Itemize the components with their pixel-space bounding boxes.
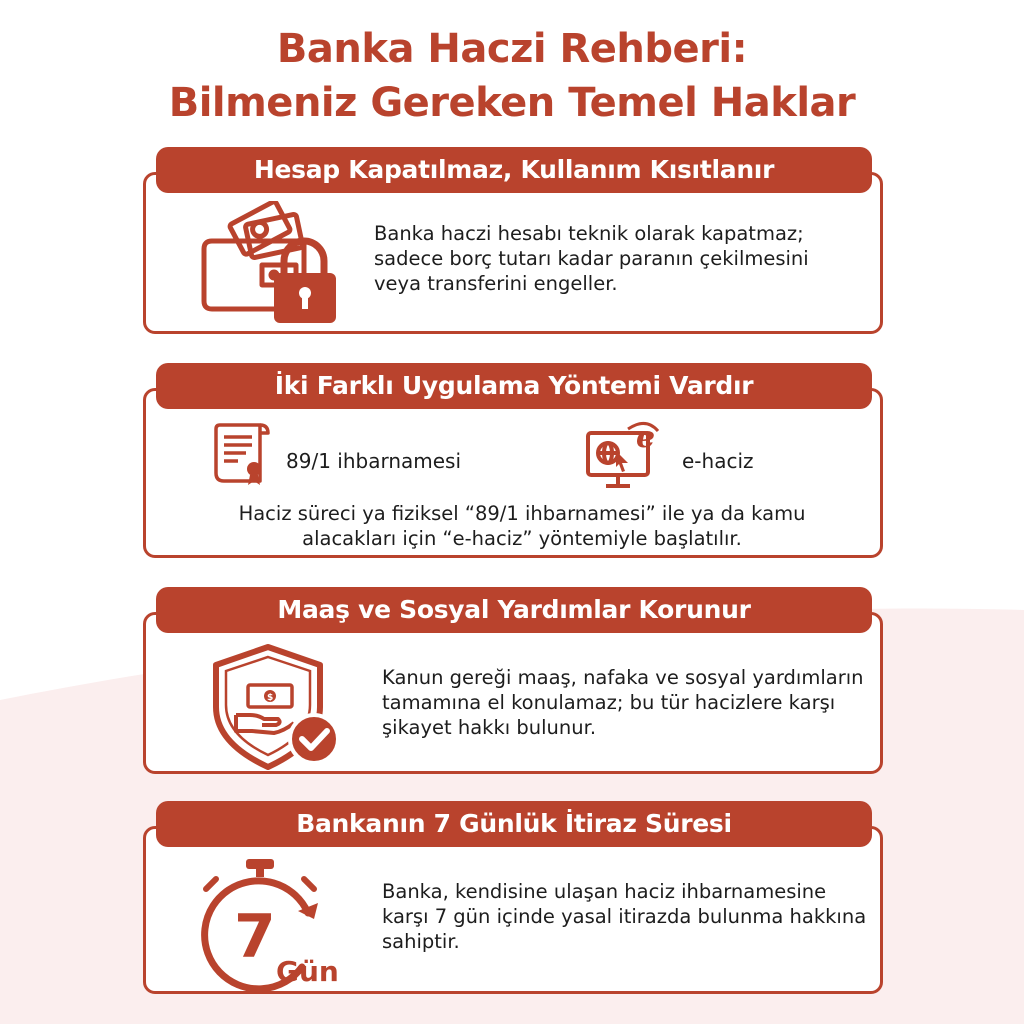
- section-heading: İki Farklı Uygulama Yöntemi Vardır: [156, 363, 872, 409]
- section-text: Haciz süreci ya fiziksel “89/1 ihbarnamesi” ile ya da kamu alacakları için “e-haciz” yöntemiyle başlatılır.: [238, 502, 806, 550]
- wallet-lock-icon: [196, 201, 346, 326]
- svg-text:$: $: [267, 693, 274, 703]
- page-title: [0, 22, 1024, 130]
- svg-text:e: e: [636, 420, 656, 455]
- stopwatch-icon: [198, 859, 358, 995]
- section-text: Banka haczi hesabı teknik olarak kapatmaz; sadece borç tutarı kadar paranın çekilmesini veya transferini engeller.: [374, 222, 809, 295]
- section-card-salary: [143, 595, 883, 774]
- computer-e-icon: [584, 419, 664, 491]
- method-2-label: e-haciz: [682, 449, 754, 473]
- section-card-objection: [143, 809, 883, 994]
- title-line-1: Banka Haczi Rehberi:: [276, 26, 748, 72]
- section-text: Banka, kendisine ulaşan haciz ihbarnamesine karşı 7 gün içinde yasal itirazda bulunma hakkına sahiptir.: [382, 880, 867, 953]
- shield-money-check-icon: [208, 643, 348, 771]
- section-card-methods: [143, 371, 883, 558]
- stopwatch-unit: Gün: [276, 955, 339, 988]
- section-card-account: [143, 155, 883, 334]
- stopwatch-number: 7: [234, 902, 276, 972]
- section-heading: Maaş ve Sosyal Yardımlar Korunur: [156, 587, 872, 633]
- title-line-2: Bilmeniz Gereken Temel Haklar: [168, 80, 856, 126]
- section-heading: Hesap Kapatılmaz, Kullanım Kısıtlanır: [156, 147, 872, 193]
- section-text: Kanun gereği maaş, nafaka ve sosyal yardımların tamamına el konulamaz; bu tür hacizlere karşı şikayet hakkı bulunur.: [382, 666, 864, 739]
- section-heading: Bankanın 7 Günlük İtiraz Süresi: [156, 801, 872, 847]
- document-certificate-icon: [212, 421, 272, 489]
- method-1-label: 89/1 ihbarnamesi: [286, 449, 462, 473]
